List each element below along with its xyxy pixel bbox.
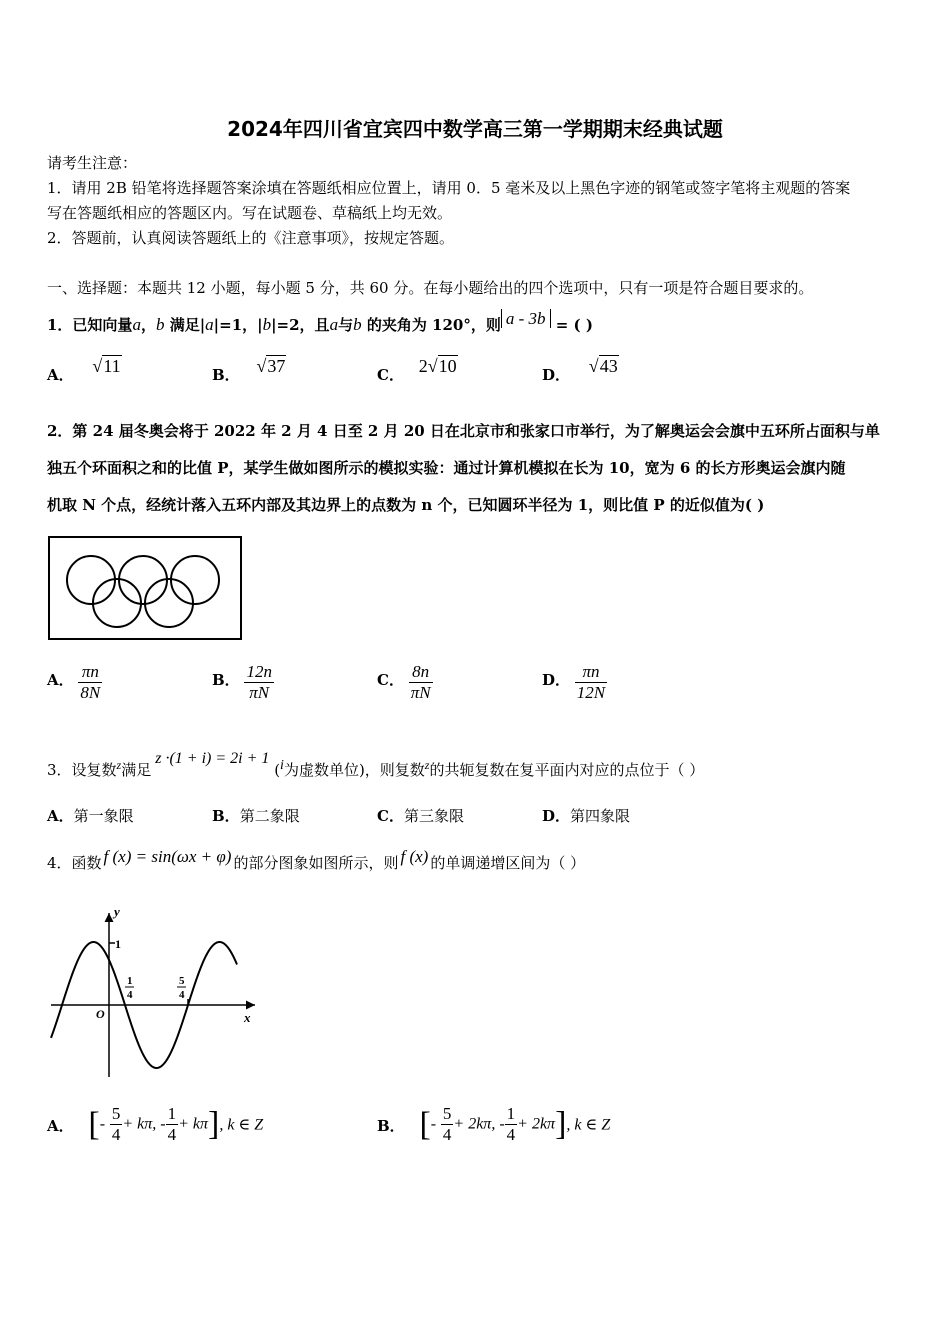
question-2-line-2: 独五个环面积之和的比值 P，某学生做如图所示的模拟实验：通过计算机模拟在长为 10，宽为 6 的长方形奥运会旗内随 <box>47 459 846 477</box>
q1-option-a[interactable]: A． √11 <box>47 356 121 384</box>
x-tick-1-4-den: 4 <box>127 989 133 1001</box>
question-2-line-1: 2．第 24 届冬奥会将于 2022 年 2 月 4 日至 2 月 20 日在北京市和张家口市举行，为了解奥运会会旗中五环所占面积与单 <box>47 422 880 440</box>
q4-option-b[interactable]: B． [- $\frac{5}{4}$ + 2kπ, - $\frac{1}{4}$ + 2kπ], k ∈ Z <box>377 1104 611 1144</box>
q1-option-c[interactable]: C． 2√10 <box>377 356 457 384</box>
x-axis-label: x <box>244 1010 251 1025</box>
notice-line-1b: 写在答题纸相应的答题区内。写在试题卷、草稿纸上均无效。 <box>47 204 453 222</box>
q3-option-d[interactable]: D．第四象限 <box>542 807 631 825</box>
q1-option-d[interactable]: D． √43 <box>542 356 618 384</box>
section-heading: 一、选择题：本题共 12 小题，每小题 5 分，共 60 分。在每小题给出的四个选项中，只有一项是符合题目要求的。 <box>47 279 814 297</box>
notice-line-2: 2．答题前，认真阅读答题纸上的《注意事项》，按规定答题。 <box>47 229 455 247</box>
q2-option-a[interactable]: A． $\frac{\pi n}{8N}$ <box>47 662 101 702</box>
notice-heading: 请考生注意： <box>47 154 138 172</box>
origin-label: O <box>96 1007 105 1021</box>
page-title: 2024年四川省宜宾四中数学高三第一学期期末经典试题 <box>227 117 723 141</box>
q4-option-a[interactable]: A． [- $\frac{5}{4}$ + kπ, - $\frac{1}{4}$ + kπ], k ∈ Z <box>47 1104 264 1144</box>
olympic-rings-figure <box>47 535 243 641</box>
question-4: 4．函数 f (x) = sin(ωx + φ) 的部分图象如图所示，则 f (x) 的单调递增区间为（ ） <box>47 847 586 872</box>
q3-option-a[interactable]: A．第一象限 <box>47 807 134 825</box>
q2-option-b[interactable]: B． $\frac{12n}{\pi N}$ <box>212 662 272 702</box>
y-axis-label: y <box>114 905 120 919</box>
q1-option-b[interactable]: B． √37 <box>212 356 286 384</box>
x-tick-5-4-den: 4 <box>179 989 185 1001</box>
question-3: 3．设复数$^z$满足z ·(1 + i) = 2i + 1 (i为虚数单位)，则复数$^z$的共轭复数在复平面内对应的点位于（ ） <box>47 750 705 779</box>
y-tick-label: 1 <box>115 937 121 951</box>
q3-option-b[interactable]: B．第二象限 <box>212 807 300 825</box>
x-tick-1-4-num: 1 <box>127 975 133 987</box>
q2-option-d[interactable]: D． $\frac{\pi n}{12N}$ <box>542 662 606 702</box>
flag-rect <box>49 537 241 639</box>
question-1: 1．已知向量a，b 满足|a|=1，|b|=2，且a与b 的夹角为 120°，则 a - 3b = ( ) <box>47 309 593 334</box>
q2-option-c[interactable]: C． $\frac{8n}{\pi N}$ <box>377 662 431 702</box>
sine-graph <box>45 905 265 1083</box>
q3-option-c[interactable]: C．第三象限 <box>377 807 464 825</box>
x-tick-5-4-num: 5 <box>179 975 185 987</box>
notice-line-1a: 1．请用 2B 铅笔将选择题答案涂填在答题纸相应位置上，请用 0．5 毫米及以上黑色字迹的钢笔或签字笔将主观题的答案 <box>47 179 851 197</box>
question-2-line-3: 机取 N 个点，经统计落入五环内部及其边界上的点数为 n 个，已知圆环半径为 1，则比值 P 的近似值为( ) <box>47 496 765 514</box>
